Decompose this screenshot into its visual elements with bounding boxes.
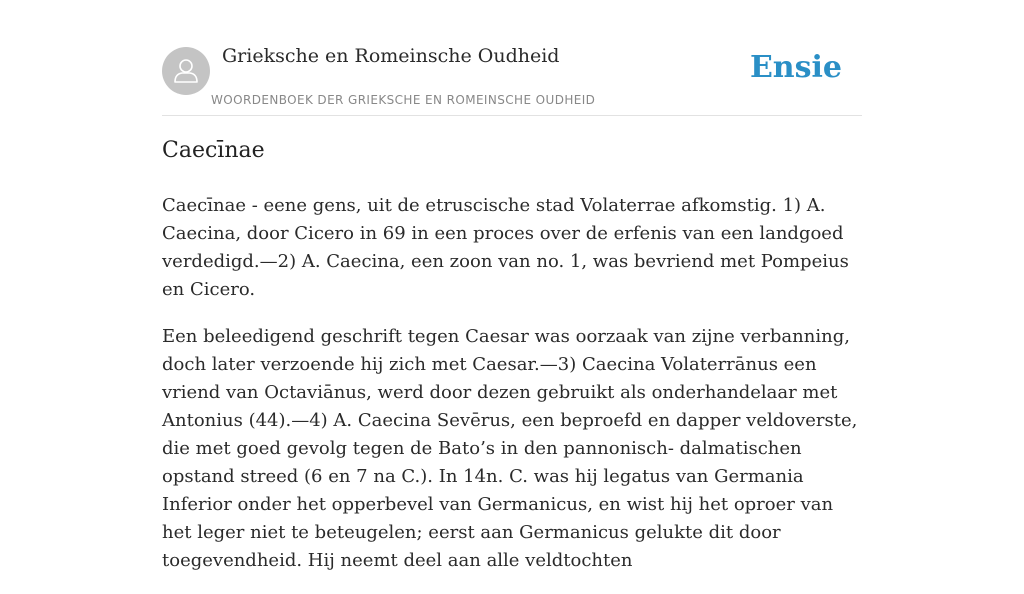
site-header: [162, 0, 862, 116]
entry-title: Caecīnae: [162, 138, 265, 163]
entry-body: [162, 192, 862, 594]
brand-logo[interactable]: Ensie: [749, 50, 842, 85]
user-icon: [162, 47, 210, 95]
site-title[interactable]: Grieksche en Romeinsche Oudheid: [222, 45, 560, 67]
site-subtitle[interactable]: WOORDENBOEK DER GRIEKSCHE EN ROMEINSCHE OUDHEID: [211, 93, 596, 107]
page: [162, 0, 862, 571]
user-avatar[interactable]: [162, 47, 210, 95]
entry-paragraph: Een beleedigend geschrift tegen Caesar was oorzaak van zijne verbanning, doch later verzoende hij zich met Caesar.—3) Caecina Volaterrānus een vriend van Octaviānus, werd door dezen gebruikt als onderhandelaar met Antonius (44).—4) A. Caecina Sevērus, een beproefd en dapper veldoverste, die met goed gevolg tegen de Bato’s in den pannonisch- dalmatischen opstand streed (6 en 7 na C.). In 14n. C. was hij legatus van Germania Inferior onder het opperbevel van Germanicus, en wist hij het oproer van het leger niet te beteugelen; eerst aan Germanicus gelukte dit door toegevendheid. Hij neemt deel aan alle veldtochten: [162, 326, 858, 571]
entry-paragraph: Caecīnae - eene gens, uit de etruscische stad Volaterrae afkomstig. 1) A. Caecina, door Cicero in 69 in een proces over de erfenis van een landgoed verdedigd.—2) A. Caecina, een zoon van no. 1, was bevriend met Pompeius en Cicero.: [162, 195, 849, 300]
